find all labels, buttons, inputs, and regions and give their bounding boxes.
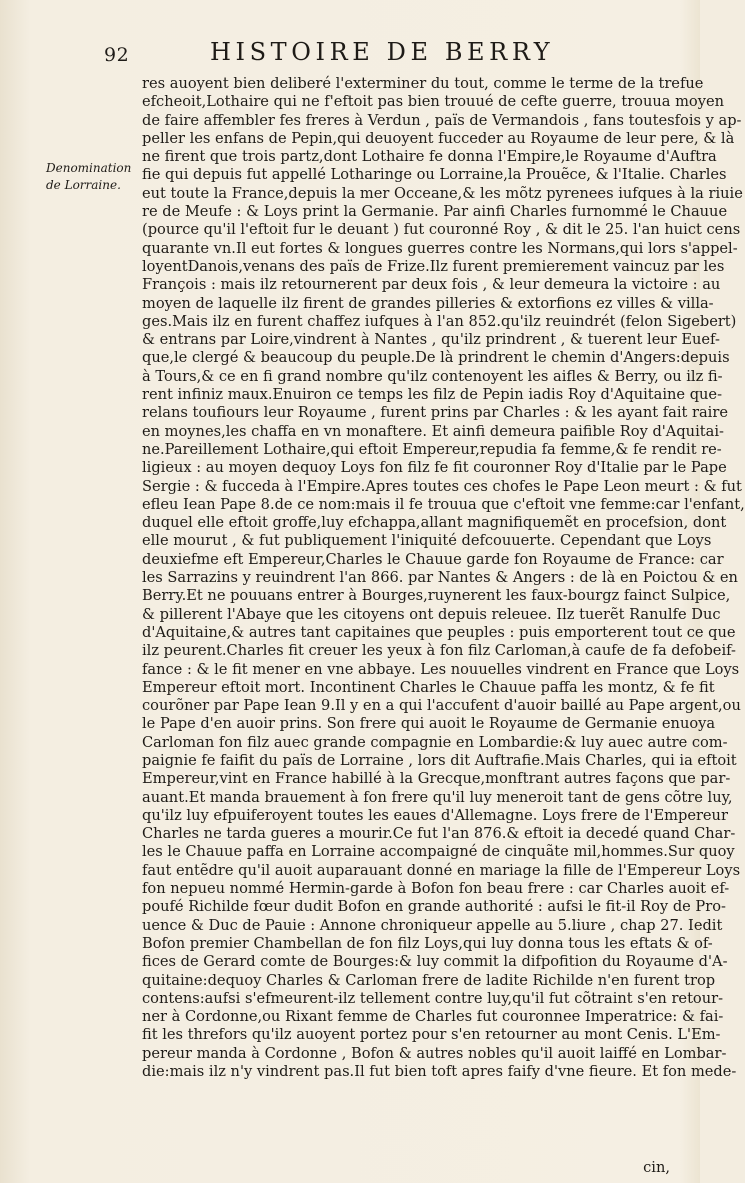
text-line: Berry.Et ne pouuans entrer à Bourges,ruynerent les faux-bourgz fainct Sulpice, [142, 587, 731, 605]
text-line: Bofon premier Chambellan de fon filz Loys,qui luy donna tous les eftats & of- [142, 934, 713, 952]
text-line: auant.Et manda brauement à fon frere qu'il luy meneroit tant de gens cõtre luy, [142, 788, 733, 806]
text-line: Empereur eftoit mort. Incontinent Charles le Chauue paffa les montz, & fe fit [142, 678, 715, 696]
text-line: relans toufiours leur Royaume , furent prins par Charles : & les ayant fait raire [142, 404, 728, 422]
text-line: les Sarrazins y reuindrent l'an 866. par Nantes & Angers : de là en Poictou & en [142, 569, 738, 587]
margin-note-line: Denomination [46, 161, 132, 175]
text-line: ner à Cordonne,ou Rixant femme de Charles fut couronnee Imperatrice: & fai- [142, 1008, 724, 1026]
text-line: Charles ne tarda gueres a mourir.Ce fut l'an 876.& eftoit ia decedé quand Char- [142, 825, 736, 843]
text-line: Carloman fon filz auec grande compagnie en Lombardie:& luy auec autre com- [142, 733, 728, 751]
text-line: contens:aufsi s'efmeurent-ilz tellement contre luy,qu'il fut cõtraint s'en retour- [142, 989, 724, 1007]
text-line: duquel elle eftoit groffe,luy efchappa,allant magnifiquemẽt en procefsion, dont [142, 514, 727, 532]
text-line: (pource qu'il l'eftoit fur le deuant ) fut couronné Roy , & dit le 25. l'an huict cens [142, 221, 741, 239]
text-line: à Tours,& ce en fi grand nombre qu'ilz contenoyent les aifles & Berry, ou ilz fi- [142, 367, 723, 385]
running-title: HISTOIRE DE BERRY [210, 38, 555, 66]
text-line: ne.Pareillement Lothaire,qui eftoit Empereur,repudia fa femme,& fe rendit re- [142, 440, 722, 458]
text-line: en moynes,les chaffa en vn monaftere. Et ainfi demeura paifible Roy d'Aquitai- [142, 422, 724, 440]
text-line: moyen de laquelle ilz firent de grandes pilleries & extorfions ez villes & villa- [142, 294, 714, 312]
text-line: paignie fe faifit du païs de Lorraine , lors dit Auftrafie.Mais Charles, qui ia eftoit [142, 751, 737, 769]
margin-note-line: de Lorraine. [46, 178, 121, 192]
text-line: les le Chauue paffa en Lorraine accompaigné de cinquãte mil,hommes.Sur quoy [142, 843, 735, 861]
text-line: eut toute la France,depuis la mer Occeane,& les mõtz pyrenees iufques à la riuie [142, 184, 743, 202]
text-line: elle mourut , & fut publiquement l'iniquité defcouuerte. Cependant que Loys [142, 532, 712, 550]
text-line: François : mais ilz retournerent par deux fois , & leur demeura la victoire : au [142, 276, 721, 294]
text-line: qu'ilz luy efpuiferoyent toutes les eaues d'Allemagne. Loys frere de l'Empereur [142, 806, 728, 824]
text-line: fie qui depuis fut appellé Lotharinge ou Lorraine,la Prouẽce, & l'Italie. Charles [142, 166, 727, 184]
text-line: deuxiefme eft Empereur,Charles le Chauue garde fon Royaume de France: car [142, 550, 724, 568]
catchword: cin, [643, 1159, 670, 1176]
page-number: 92 [104, 44, 130, 66]
text-line: courõner par Pape Iean 9.Il y en a qui l'accufent d'auoir baillé au Pape argent,ou [142, 697, 741, 715]
text-line: faut entẽdre qu'il auoit auparauant donné en mariage la fille de l'Empereur Loys [142, 861, 741, 879]
text-line: le Pape d'en auoir prins. Son frere qui auoit le Royaume de Germanie enuoya [142, 715, 716, 733]
text-line: & pillerent l'Abaye que les citoyens ont depuis releuee. Ilz tuerẽt Ranulfe Duc [142, 605, 721, 623]
text-line: poufé Richilde fœur dudit Bofon en grande authorité : aufsi le fit-il Roy de Pro- [142, 898, 726, 916]
text-line: die:mais ilz n'y vindrent pas.Il fut bien toft apres faify d'vne fieure. Et fon mede- [142, 1063, 737, 1081]
text-line: re de Meufe : & Loys print la Germanie. Par ainfi Charles furnommé le Chauue [142, 203, 728, 221]
margin-note [46, 160, 136, 194]
body-text [142, 75, 745, 1081]
text-line: res auoyent bien deliberé l'exterminer du tout, comme le terme de la trefue [142, 75, 704, 92]
text-line: rent infiniz maux.Enuiron ce temps les filz de Pepin iadis Roy d'Aquitaine que- [142, 386, 723, 404]
text-line: efcheoit,Lothaire qui ne f'eftoit pas bien trouué de cefte guerre, trouua moyen [142, 93, 724, 111]
text-line: ne firent que trois partz,dont Lothaire fe donna l'Empire,le Royaume d'Auftra [142, 148, 717, 166]
text-line: Sergie : & fucceda à l'Empire.Apres toutes ces chofes le Pape Leon meurt : & fut [142, 477, 742, 495]
text-line: ligieux : au moyen dequoy Loys fon filz fe fit couronner Roy d'Italie par le Pape [142, 459, 727, 477]
text-line: fance : & le fit mener en vne abbaye. Les nouuelles vindrent en France que Loys [142, 660, 740, 678]
text-line: de faire affembler fes freres à Verdun , païs de Vermandois , fans toutesfois y ap- [142, 111, 742, 129]
text-line: d'Aquitaine,& autres tant capitaines que peuples : puis emporterent tout ce que [142, 623, 736, 641]
text-line: fit les threfors qu'ilz auoyent portez pour s'en retourner au mont Cenis. L'Em- [142, 1026, 721, 1044]
text-line: que,le clergé & beaucoup du peuple.De là prindrent le chemin d'Angers:depuis [142, 349, 730, 367]
text-line: uence & Duc de Pauie : Annone chroniqueur appelle au 5.liure , chap 27. Iedit [142, 916, 723, 934]
text-line: loyentDanois,venans des païs de Frize.Ilz furent premierement vaincuz par les [142, 257, 725, 275]
text-line: ges.Mais ilz en furent chaffez iufques à l'an 852.qu'ilz reuindrét (felon Sigebert) [142, 312, 737, 330]
text-line: & entrans par Loire,vindrent à Nantes , qu'ilz prindrent , & tuerent leur Euef- [142, 331, 720, 349]
text-line: fices de Gerard comte de Bourges:& luy commit la difpofition du Royaume d'A- [142, 953, 728, 971]
text-line: quitaine:dequoy Charles & Carloman frere de ladite Richilde n'en furent trop [142, 971, 716, 989]
text-line: Empereur,vint en France habillé à la Grecque,monftrant autres façons que par- [142, 770, 731, 788]
text-line: peller les enfans de Pepin,qui deuoyent fucceder au Royaume de leur pere, & là [142, 129, 735, 147]
text-line: quarante vn.Il eut fortes & longues guerres contre les Normans,qui lors s'appel- [142, 239, 738, 257]
text-line: pereur manda à Cordonne , Bofon & autres nobles qu'il auoit laiffé en Lombar- [142, 1044, 727, 1062]
text-line: ilz peurent.Charles fit creuer les yeux à fon filz Carloman,à caufe de fa defobeif- [142, 642, 736, 660]
text-line: fon nepueu nommé Hermin-garde à Bofon fon beau frere : car Charles auoit ef- [142, 880, 730, 898]
text-line: efleu Iean Pape 8.de ce nom:mais il fe trouua que c'eftoit vne femme:car l'enfant, [142, 495, 745, 513]
